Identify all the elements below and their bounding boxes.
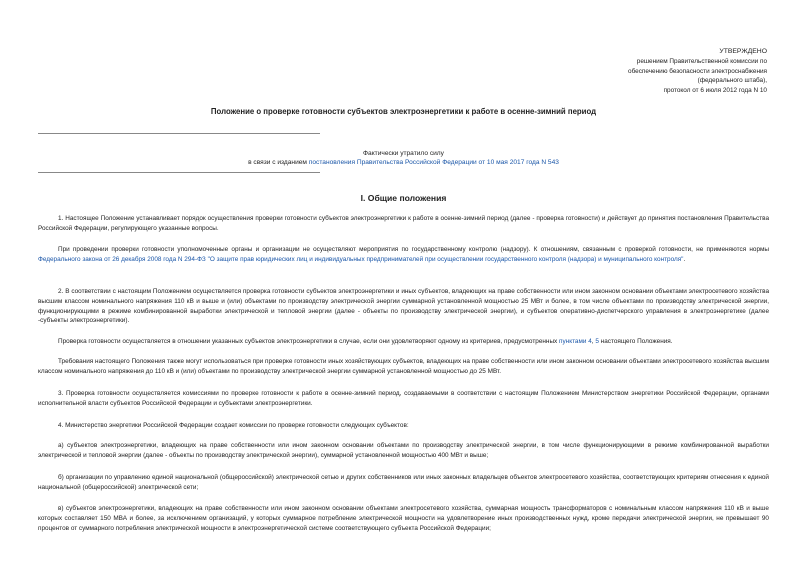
paragraph-5: Требования настоящего Положения также могут использоваться при проверке готовности иных хозяйствующих субъектов, владеющих на праве собственности или ином законном основании объектами электросетевого хозяйства высшим классом номинального напряжения до 110 кВ и (или) объектами по производству электрической энергии суммарной установленной мощностью до 25 МВт.	[38, 358, 769, 375]
paragraph-6: 3. Проверка готовности осуществляется комиссиями по проверке готовности к работе в осенне-зимний период, создаваемыми в соответствии с настоящим Положением Министерством энергетики Российской Федерации, органами исполнительной власти субъектов Российской Федерации и субъектами электроэнергетики.	[38, 390, 769, 407]
federal-law-link[interactable]: Федерального закона от 26 декабря 2008 года N 294-ФЗ "О защите прав юридических лиц и индивидуальных предпринимателей при осуществлении государственного контроля (надзора) и муниципального контроля"	[38, 255, 684, 263]
paragraph-text: При проведении проверки готовности уполномоченные органы и организации не осуществляют мероприятия по государственному контролю (надзору). К отношениям, связанным с проверкой готовности, не применяются нормы	[58, 246, 769, 253]
approval-line: (федерального штаба),	[697, 77, 767, 85]
approval-protocol: протокол от 6 июля 2012 года N 10	[663, 87, 767, 95]
paragraph-text: .	[683, 255, 686, 263]
status-prefix: в связи с изданием	[248, 159, 309, 166]
clause-5-link[interactable]: 5	[595, 338, 599, 345]
paragraph-2	[38, 245, 769, 265]
paragraph-8: а) субъектов электроэнергетики, владеющих на праве собственности или ином законном основании объектами по производству электрической энергии, в том числе функционирующими в режиме комбинированной выработки электрической и тепловой энергии (далее - объекты по производству электрической энергии), суммарной установленной мощностью 400 МВт и выше;	[38, 442, 769, 459]
paragraph-text: настоящего Положения.	[598, 338, 673, 345]
approval-stamp	[628, 47, 767, 96]
paragraph-text: Проверка готовности осуществляется в отношении указанных субъектов электроэнергетики в случае, если они удовлетворяют одному из критериев, предусмотренных	[58, 338, 560, 345]
paragraph-1: 1. Настоящее Положение устанавливает порядок осуществления проверки готовности субъектов электроэнергетики к работе в осенне-зимний период (далее - проверка готовности) и действует до принятия постановления Правительства Российской Федерации, регулирующего указанные вопросы.	[38, 215, 769, 232]
approval-line: обеспечению безопасности электроснабжения	[628, 67, 767, 75]
section-title: I. Общие положения	[360, 193, 447, 203]
approval-line: решением Правительственной комиссии по	[636, 57, 767, 65]
paragraph-text: ,	[591, 338, 596, 345]
clause-4-link[interactable]: пунктами 4	[559, 338, 592, 345]
paragraph-10: в) субъектов электроэнергетики, владеющих на праве собственности или ином законном основании объектами электросетевого хозяйства, суммарная мощность трансформаторов с номинальным классом напряжения 110 кВ и выше которых составляет 150 МВА и более, за исключением организаций, у которых суммарное потребление электрической мощности на удовлетворение иных производственных нужд, кроме передачи электрической энергии, не превышает 90 процентов от суммарного потребления электрической мощности в электроэнергетической системе соответствующего субъекта Российской Федерации;	[38, 505, 769, 532]
document-title: Положение о проверке готовности субъектов электроэнергетики к работе в осенне-зимний период	[210, 107, 597, 116]
status-reference	[0, 158, 807, 168]
paragraph-9: б) организации по управлению единой национальной (общероссийской) электрической сетью и других собственников или иных законных владельцев объектов электросетевого хозяйства, соответствующих критериям отнесения к единой национальной (общероссийской) электрической сети;	[38, 474, 769, 491]
paragraph-7: 4. Министерство энергетики Российской Федерации создает комиссии по проверке готовности следующих субъектов:	[58, 422, 409, 429]
divider-top	[38, 133, 320, 134]
decree-link[interactable]: постановления Правительства Российской Федерации от 10 мая 2017 года N 543	[308, 159, 559, 166]
divider-bottom	[38, 172, 320, 173]
approval-heading: УТВЕРЖДЕНО	[719, 48, 767, 55]
paragraph-4	[38, 337, 769, 347]
paragraph-3: 2. В соответствии с настоящим Положением осуществляется проверка готовности субъектов электроэнергетики и иных субъектов, владеющих на праве собственности или ином законном основании объектами электросетевого хозяйства высшим классом номинального напряжения 110 кВ и выше и (или) объектами по производству электрической энергии суммарной установленной мощностью 25 МВт и более, в том числе объектами по производству электрической энергии, функционирующими в режиме комбинированной выработки электрической и тепловой энергии (далее - объекты по производству электрической энергии), и субъектов оперативно-диспетчерского управления в электроэнергетике (далее -субъекты электроэнергетики).	[38, 288, 769, 325]
status-line: Фактически утратило силу	[363, 150, 444, 157]
